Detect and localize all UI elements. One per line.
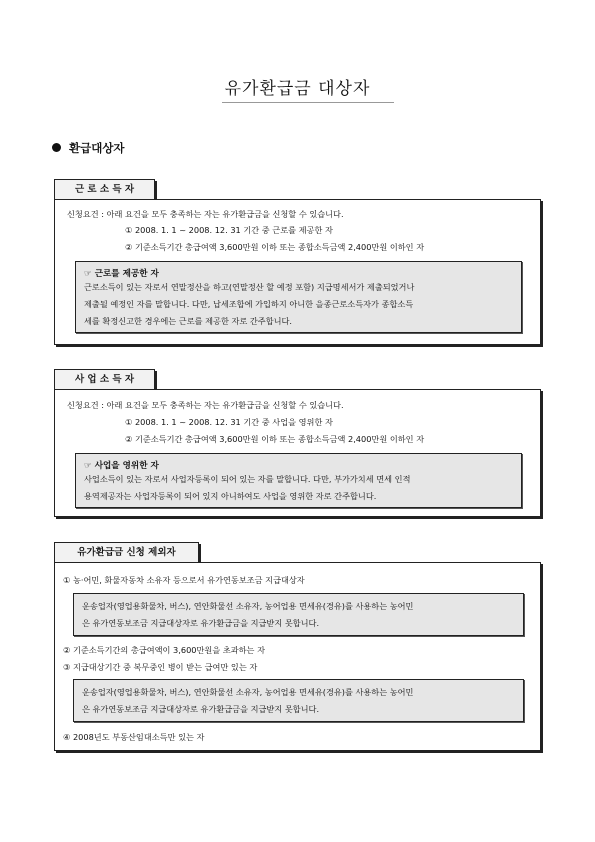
business-condition-1: ① 2008. 1. 1 ~ 2008. 12. 31 기간 중 사업을 영위한 자 — [125, 417, 333, 427]
earned-income-tab: 근 로 소 득 자 — [54, 179, 155, 200]
earned-note-line-2: 제출될 예정인 자를 말합니다. 다만, 납세조합에 가입하지 아니한 을종근로소득자가 종합소득 — [84, 299, 414, 309]
excluded-panel — [54, 562, 541, 751]
excluded-box-1 — [73, 593, 524, 636]
excluded-item-4: ④ 2008년도 부동산임대소득만 있는 자 — [63, 732, 205, 742]
earned-note — [75, 261, 522, 333]
excluded-item-2: ② 기준소득기간의 총급여액이 3,600만원을 초과하는 자 — [63, 645, 265, 655]
earned-note-line-1: 근로소득이 있는 자로서 연말정산을 하고(연말정산 할 예정 포함) 지급명세서가 제출되었거나 — [84, 282, 415, 292]
business-requirement: 신청요건 : 아래 요건을 모두 충족하는 자는 유가환급금을 신청할 수 있습니다. — [67, 400, 344, 410]
earned-condition-1: ① 2008. 1. 1 ~ 2008. 12. 31 기간 중 근로를 제공한 자 — [125, 225, 333, 235]
excluded-box-1-line-1: 운송업자(영업용화물차, 버스), 연안화물선 소유자, 농어업용 면세유(경유)를 사용하는 농어민 — [82, 601, 414, 611]
earned-condition-2: ② 기준소득기간 총급여액 3,600만원 이하 또는 종합소득금액 2,400만원 이하인 자 — [125, 242, 425, 252]
excluded-tab: 유가환급금 신청 제외자 — [54, 542, 199, 563]
excluded-box-2 — [73, 679, 524, 722]
business-note-line-1: 사업소득이 있는 자로서 사업자등록이 되어 있는 자를 말합니다. 다만, 부가가치세 면세 인적 — [84, 474, 411, 484]
business-income-panel — [54, 389, 541, 517]
business-note — [75, 453, 522, 508]
excluded-box-2-line-1: 운송업자(영업용화물차, 버스), 연안화물선 소유자, 농어업용 면세유(경유)를 사용하는 농어민 — [82, 687, 414, 697]
section-heading — [52, 140, 125, 156]
earned-note-title: ☞ 근로를 제공한 자 — [84, 269, 159, 279]
earned-note-line-3: 세를 확정신고한 경우에는 근로를 제공한 자로 간주합니다. — [84, 316, 293, 326]
business-condition-2: ② 기준소득기간 총급여액 3,600만원 이하 또는 종합소득금액 2,400만원 이하인 자 — [125, 434, 425, 444]
title-underline — [222, 102, 394, 103]
business-income-tab: 사 업 소 득 자 — [54, 369, 155, 390]
excluded-item-3: ③ 지급대상기간 중 복무중인 병이 받는 급여만 있는 자 — [63, 662, 258, 672]
page-title: 유가환급금 대상자 — [224, 79, 371, 99]
excluded-item-1: ① 농·어민, 화물자동차 소유자 등으로서 유가연동보조금 지급대상자 — [63, 575, 305, 585]
earned-requirement: 신청요건 : 아래 요건을 모두 충족하는 자는 유가환급금을 신청할 수 있습니다. — [67, 209, 344, 219]
bullet-icon — [52, 143, 61, 152]
section-heading-text: 환급대상자 — [69, 141, 125, 155]
business-note-title: ☞ 사업을 영위한 자 — [84, 461, 159, 471]
excluded-box-1-line-2: 은 유가연동보조금 지급대상자로 유가환급금을 지급받지 못합니다. — [82, 618, 320, 628]
earned-income-panel — [54, 199, 541, 345]
business-note-line-2: 용역제공자는 사업자등록이 되어 있지 아니하여도 사업을 영위한 자로 간주합니다. — [84, 491, 377, 501]
excluded-box-2-line-2: 은 유가연동보조금 지급대상자로 유가환급금을 지급받지 못합니다. — [82, 704, 320, 714]
